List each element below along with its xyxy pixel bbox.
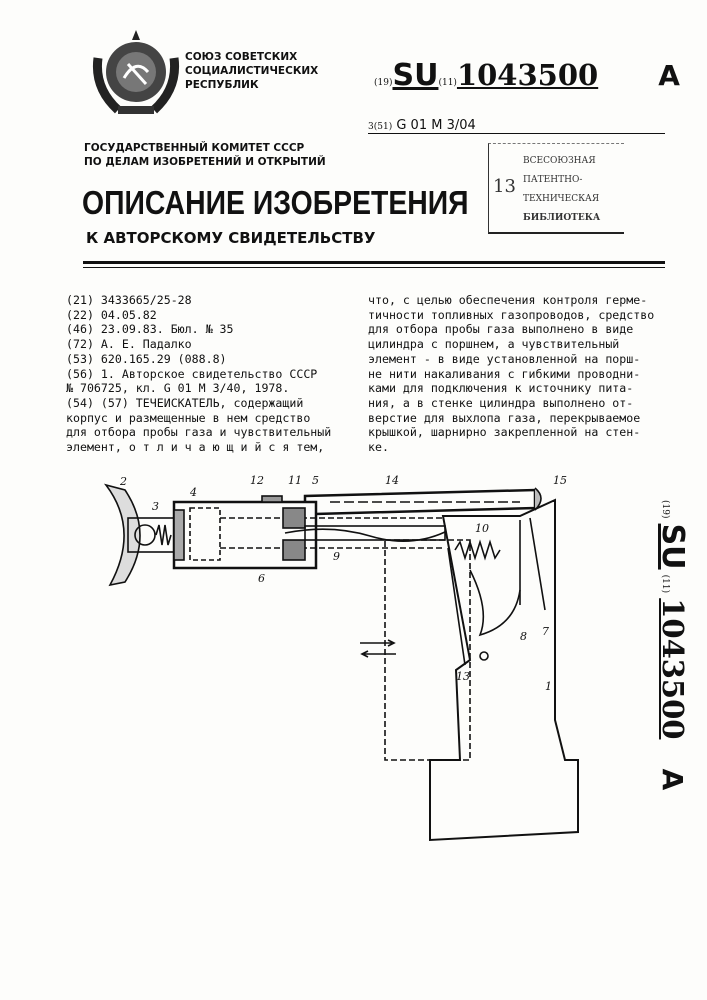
claim-line: ками для подключения к источнику пита- [368,381,654,396]
part-label: 2 [119,475,127,488]
biblio-line: элемент, о т л и ч а ю щ и й с я тем, [66,440,331,455]
biblio-line: (21) 3433665/25-28 [66,293,331,308]
patent-number: 1043500 [457,58,598,92]
trigger-spring [455,542,500,558]
stamp-line: БИБЛИОТЕКА [523,213,600,223]
sliding-cover-outline [385,540,470,760]
patent-id [374,58,680,93]
side-number: 1043500 [656,598,690,739]
biblio-line: № 706725, кл. G 01 M 3/40, 1978. [66,381,331,396]
valve-spring [156,525,171,545]
biblio-line: (56) 1. Авторское свидетельство СССР [66,367,331,382]
claim-line: крышкой, шарнирно закрепленной на стен- [368,425,654,440]
bibliographic-data [66,293,331,455]
part-label: 1 [545,680,552,693]
biblio-line: для отбора пробы газа и чувствительный [66,425,331,440]
code-11: (11) [438,78,456,88]
org-line: СОЦИАЛИСТИЧЕСКИХ [185,64,318,78]
part-label: 4 [189,486,197,499]
part-label: 8 [520,630,527,643]
biblio-line: (72) А. Е. Падалко [66,337,331,352]
part-label: 5 [312,474,319,487]
ipc-code-label: 3(51) [368,122,392,132]
biblio-line: корпус и размещенные в нем средство [66,411,331,426]
biblio-line: (53) 620.165.29 (088.8) [66,352,331,367]
ipc-value: G 01 M 3/04 [396,118,475,133]
patent-page [0,0,707,1000]
part-label: 15 [553,474,567,487]
piston [283,540,305,560]
arrow-left [362,651,396,657]
stamp-line: ПАТЕНТНО- [523,175,582,185]
claim-line: ке. [368,440,654,455]
biblio-line: (22) 04.05.82 [66,308,331,323]
divider [83,267,665,268]
handle-body [430,500,578,840]
country-code: SU [392,58,438,93]
part-label: 13 [456,670,470,683]
claim-line: ния, а в стенке цилиндра выполнено от- [368,396,654,411]
org-name [185,50,318,92]
piston-rod-outline [220,518,445,548]
claim-text [368,293,654,455]
document-title: ОПИСАНИЕ ИЗОБРЕТЕНИЯ [82,184,469,222]
stamp-line: ВСЕСОЮЗНАЯ [523,156,596,166]
gov-line: ГОСУДАРСТВЕННЫЙ КОМИТЕТ СССР [84,141,326,155]
side-code-11: (11) [660,575,670,593]
ussr-emblem [88,28,184,120]
part-label: 12 [250,474,264,487]
ipc-classification [368,118,665,134]
code-19: (19) [374,78,392,88]
part-label: 6 [258,572,265,585]
library-stamp [488,143,624,234]
divider [83,261,665,264]
part-label: 14 [385,474,399,487]
trigger [470,570,520,635]
arrow-right [360,640,394,646]
side-kind: A [656,769,689,791]
exhaust-lid [262,496,282,502]
claim-line: верстие для выхлопа газа, перекрываемое [368,411,654,426]
org-line: РЕСПУБЛИК [185,78,318,92]
screw [480,652,488,660]
kind-code: A [658,59,680,92]
document-subtitle: К АВТОРСКОМУ СВИДЕТЕЛЬСТВУ [86,229,375,247]
side-country: SU [655,524,690,570]
part-label: 7 [542,625,549,638]
biblio-line: (54) (57) ТЕЧЕИСКАТЕЛЬ, содержащий [66,396,331,411]
piston-outline [190,508,220,560]
part-label: 9 [333,550,340,563]
claim-line: тичности топливных газопроводов, средство [368,308,654,323]
biblio-line: (46) 23.09.83. Бюл. № 35 [66,322,331,337]
claim-line: для отбора пробы газа выполнено в виде [368,322,654,337]
stamp-line: ТЕХНИЧЕСКАЯ [523,194,599,204]
part-label: 3 [152,500,159,513]
claim-line: что, с целью обеспечения контроля герме- [368,293,654,308]
gov-line: ПО ДЕЛАМ ИЗОБРЕТЕНИЙ И ОТКРЫТИЙ [84,155,326,169]
side-code-19: (19) [660,500,670,518]
claim-line: элемент - в виде установленной на порш- [368,352,654,367]
side-patent-number [655,500,690,790]
part-label: 11 [288,474,302,487]
claim-line: цилиндра с поршнем, а чувствительный [368,337,654,352]
org-line: СОЮЗ СОВЕТСКИХ [185,50,318,64]
part-label: 10 [475,522,489,535]
piston [283,508,305,528]
gov-committee [84,141,326,169]
leak-detector-drawing [0,460,600,850]
cylinder-end [174,510,184,560]
claim-line: не нити накаливания с гибкими проводни- [368,367,654,382]
stamp-number: 13 [493,176,516,197]
